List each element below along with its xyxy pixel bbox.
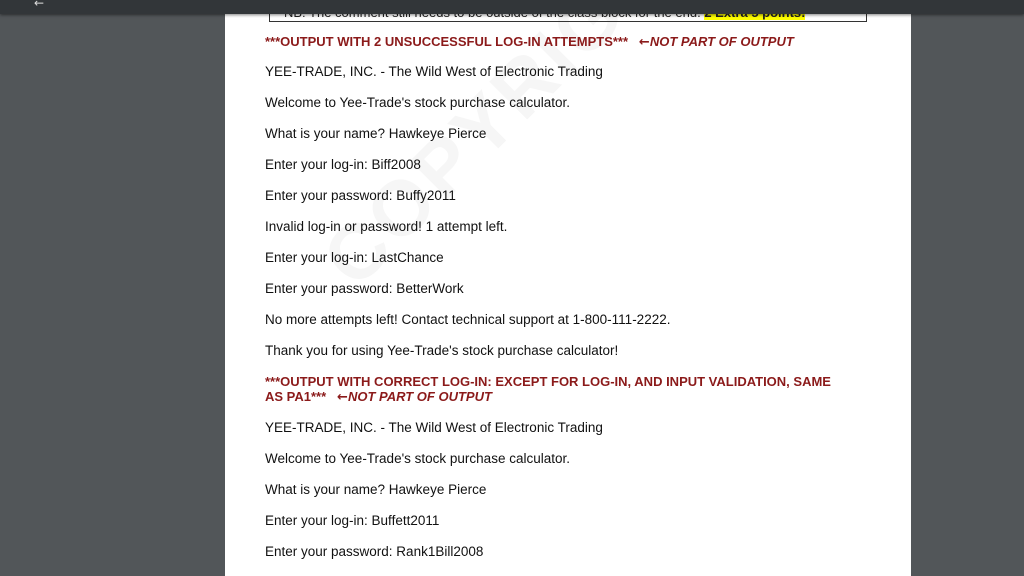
output-line: What is your name? Hawkeye Pierce	[265, 482, 487, 497]
output-line: Enter your log-in: Buffett2011	[265, 513, 440, 528]
output-line: Enter your password: BetterWork	[265, 281, 464, 296]
output-line: Thank you for using Yee-Trade's stock purchase calculator!	[265, 343, 619, 358]
output-line: No more attempts left! Contact technical support at 1-800-111-2222.	[265, 312, 671, 327]
section1-note: NOT PART OF OUTPUT	[649, 34, 794, 49]
left-arrow-icon: ←	[638, 35, 650, 50]
back-arrow-icon[interactable]: ←	[34, 0, 45, 10]
output-line: Welcome to Yee-Trade's stock purchase calculator.	[265, 95, 570, 110]
left-arrow-icon: ←	[337, 390, 348, 405]
viewer-toolbar	[0, 0, 1024, 14]
output-line: Welcome to Yee-Trade's stock purchase calculator.	[265, 451, 570, 466]
output-line: What is your name? Hawkeye Pierce	[265, 126, 487, 141]
section2-heading: ***OUTPUT WITH CORRECT LOG-IN: EXCEPT FOR LOG-IN, AND INPUT VALIDATION, SAME AS PA1*** ←NOT PART OF OUTPUT	[265, 374, 831, 405]
section1-heading: ***OUTPUT WITH 2 UNSUCCESSFUL LOG-IN ATTEMPTS*** ←NOT PART OF OUTPUT	[265, 34, 794, 50]
document-page	[225, 0, 911, 576]
output-line: Enter your log-in: LastChance	[265, 250, 444, 265]
section2-note: NOT PART OF OUTPUT	[347, 389, 492, 404]
output-line: Enter your password: Buffy2011	[265, 188, 456, 203]
output-line: YEE-TRADE, INC. - The Wild West of Electronic Trading	[265, 64, 603, 79]
output-line: Enter your password: Rank1Bill2008	[265, 544, 484, 559]
output-line: Enter your log-in: Biff2008	[265, 157, 421, 172]
output-line: YEE-TRADE, INC. - The Wild West of Electronic Trading	[265, 420, 603, 435]
output-line: Invalid log-in or password! 1 attempt left.	[265, 219, 508, 234]
